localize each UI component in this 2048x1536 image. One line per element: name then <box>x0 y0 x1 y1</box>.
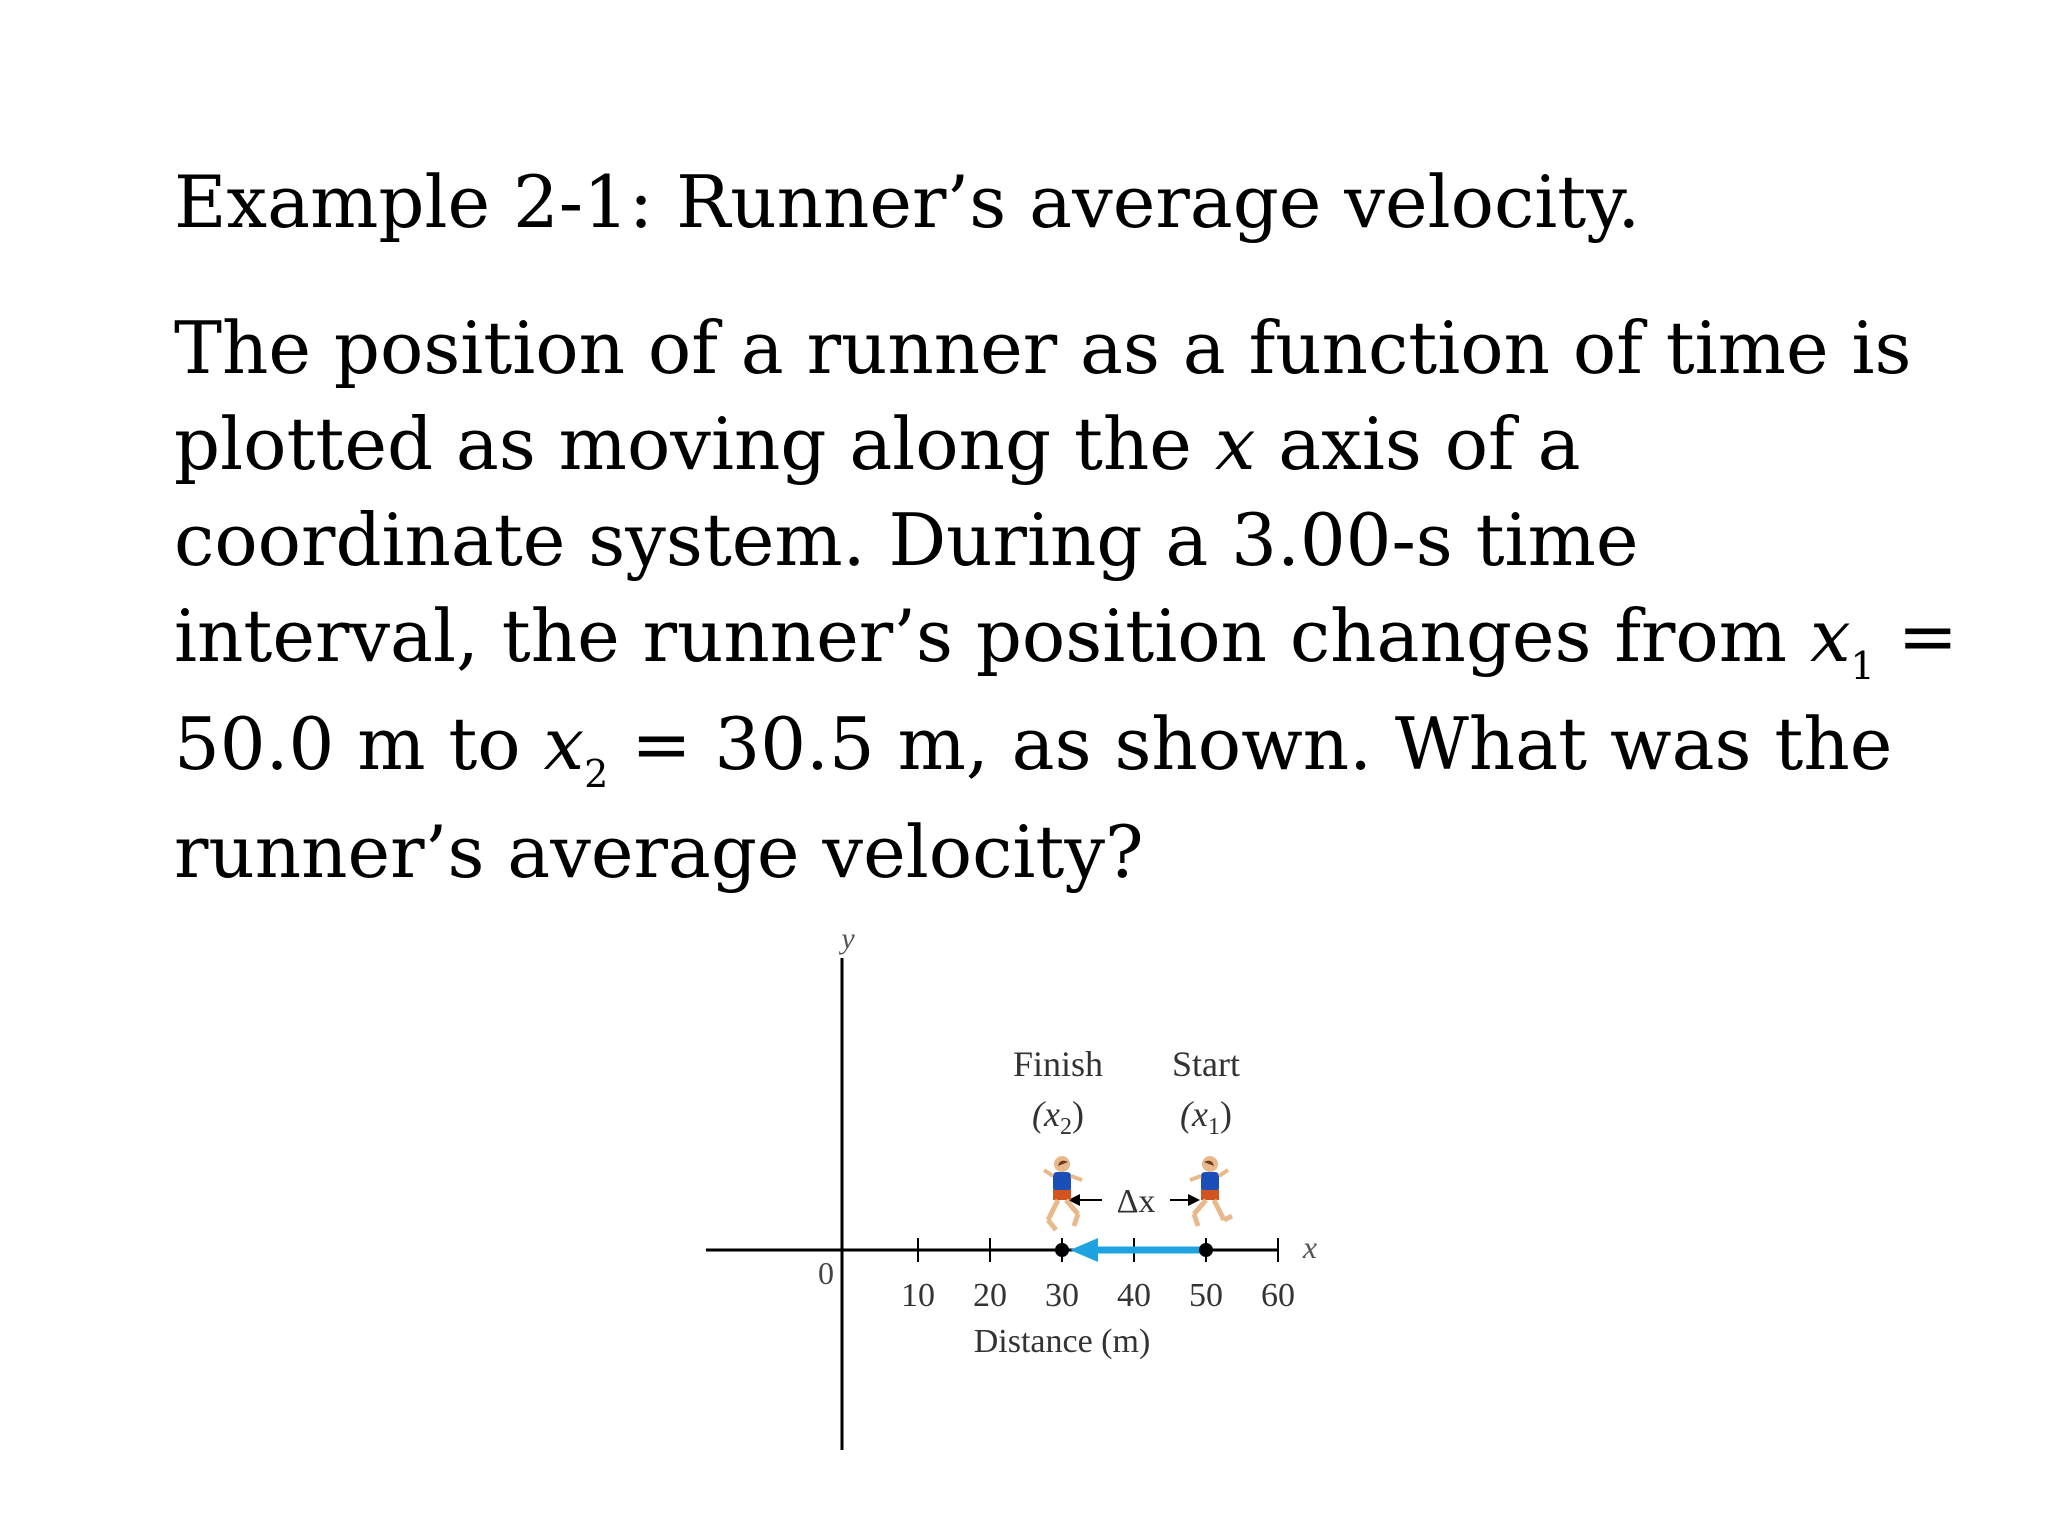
finish-runner-icon <box>1044 1156 1082 1230</box>
body-text: 50.0 m to <box>174 702 544 786</box>
body-line: runner’s average velocity? <box>174 810 1144 894</box>
tick-label: 50 <box>1189 1277 1223 1314</box>
finish-subscript: 2 <box>1059 1114 1072 1140</box>
tick-label: 40 <box>1117 1277 1151 1314</box>
tick-label: 10 <box>901 1277 935 1314</box>
subscript-1: 1 <box>1850 644 1875 688</box>
delta-x-label: Δx <box>1116 1183 1156 1220</box>
variable-x2: x <box>543 702 585 786</box>
start-variable <box>1180 1094 1232 1140</box>
start-var-text: (x <box>1180 1094 1208 1134</box>
start-runner-icon <box>1190 1156 1232 1226</box>
finish-marker <box>1055 1243 1069 1257</box>
distance-axis-title: Distance (m) <box>973 1323 1151 1360</box>
origin-label: 0 <box>818 1255 834 1291</box>
finish-label: Finish <box>1012 1044 1104 1084</box>
finish-var-text: (x <box>1032 1094 1060 1134</box>
start-close-paren: ) <box>1219 1094 1232 1134</box>
y-axis-label: y <box>841 922 855 955</box>
variable-x: x <box>1214 402 1256 486</box>
slide-title: Example 2-1: Runner’s average velocity. <box>174 160 1641 244</box>
body-line: The position of a runner as a function of time is <box>174 306 1912 390</box>
body-text: = <box>1874 594 1958 678</box>
finish-variable <box>1032 1094 1084 1140</box>
start-label: Start <box>1172 1044 1240 1084</box>
delta-right-arrowhead <box>1188 1194 1200 1206</box>
body-text: plotted as moving along the <box>174 402 1215 486</box>
tick-label: 30 <box>1045 1277 1079 1314</box>
subscript-2: 2 <box>584 752 609 796</box>
displacement-arrowhead <box>1070 1238 1098 1262</box>
start-subscript: 1 <box>1207 1114 1220 1140</box>
body-line: coordinate system. During a 3.00-s time <box>174 498 1639 582</box>
body-text: axis of a <box>1255 402 1581 486</box>
tick-label: 60 <box>1261 1277 1295 1314</box>
body-text: interval, the runner’s position changes from <box>174 594 1810 678</box>
variable-x1: x <box>1809 594 1851 678</box>
tick-label: 20 <box>973 1277 1007 1314</box>
finish-close-paren: ) <box>1071 1094 1084 1134</box>
body-text: = 30.5 m, as shown. What was the <box>608 702 1893 786</box>
x-axis-label: x <box>1302 1229 1318 1265</box>
start-marker <box>1199 1243 1213 1257</box>
